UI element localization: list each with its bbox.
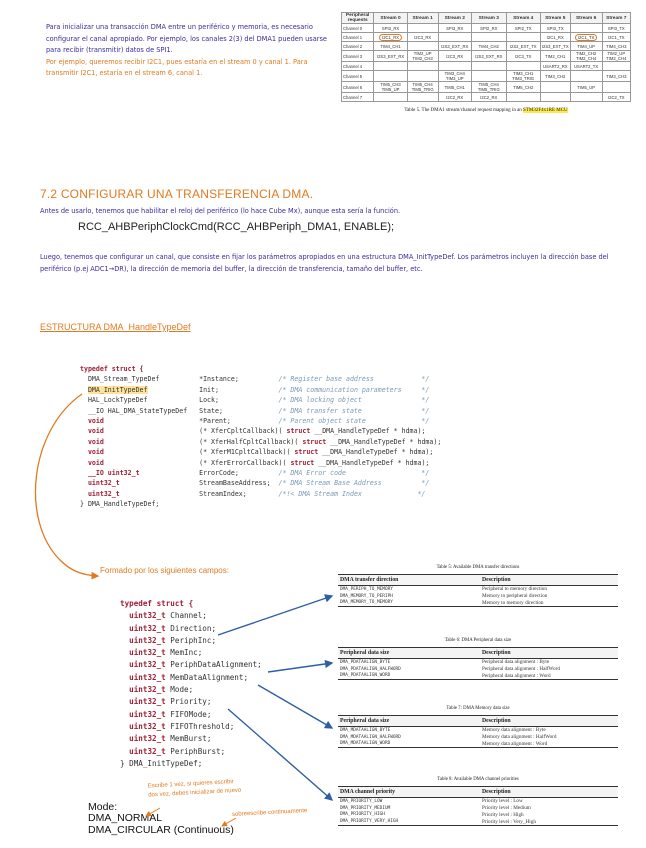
formed-by-text: Formado por los siguientes campos: (100, 566, 229, 575)
stream-table-cell (506, 33, 540, 42)
description-cell: Priority level : Low (482, 798, 523, 805)
priority-table-header (338, 787, 618, 798)
stream-table-cell: TIM2_CH2 TIM2_CH4 (570, 51, 602, 62)
stream-table-cell: I2C2_RX (471, 93, 506, 102)
stream-table-cell: TIM5_UP (570, 82, 602, 93)
stream-table-cell (407, 62, 438, 71)
stream-table-cell (471, 33, 506, 42)
table-row (338, 666, 618, 673)
stream-header-cell: Stream 7 (602, 13, 630, 24)
stream-table-cell: TIM4_CH2 (471, 42, 506, 51)
stream-table-cell: TIM4_UP (570, 42, 602, 51)
mode-circular-note: sobreescribe continuamente (231, 808, 308, 818)
stream-table-cell (570, 24, 602, 33)
stream-table-cell (602, 82, 630, 93)
direction-table (338, 565, 618, 607)
caption-prefix: Table 5. The DMA1 stream/channel request mapping in an (404, 108, 524, 113)
mode-normal: DMA_NORMAL (88, 812, 163, 825)
stream-table-cell: I2C2_RX (438, 93, 471, 102)
channel-config-text: Luego, tenemos que configurar un canal, que consiste en fijar los parámetros apropiados en una estructura DMA_InitTypeDef. Los parámetros incluyen la dirección base del periférico (p.ej ADC1→DR), la dirección de memoria del buffer, la dirección de transferencia, tamaño del buffer, etc. (40, 253, 609, 273)
handle-typedef-block: typedef struct { DMA_Stream_TypeDef *Instance; /* Register base address */ DMA_InitTypeDef Init; /* DMA communication parameters */ HAL_LockTypeDef Lock; /* DMA locking object */ __IO HAL_DMA_StateTypeDef State; /* DMA transfer state */ void *Parent; /* Parent object state */ void (* XferCpltCallback)( struct __DMA_HandleTypeDef * hdma); void (* XferHalfCpltCallback)( struct __DMA_HandleTypeDef * hdma); void (* XferM1CpltCallback)( struct __DMA_HandleTypeDef * hdma); void (* XferErrorCallback)( struct __DMA_HandleTypeDef * hdma); __IO uint32_t ErrorCode; /* DMA Error code */ uint32_t StreamBaseAddress; /* DMA Stream Base Address */ uint32_t StreamIndex; /*!< DMA Stream Index */ } DMA_HandleTypeDef; (80, 365, 442, 509)
description-cell: Peripheral to memory direction (482, 586, 547, 593)
constant-cell: DMA_PDATAALIGN_BYTE (340, 659, 391, 665)
constant-cell: DMA_PRIORITY_VERY_HIGH (338, 818, 480, 825)
stream-table-cell (438, 62, 471, 71)
priority-table-caption: Table 8: Available DMA channel priorities (437, 777, 519, 782)
stream-table-caption (341, 108, 631, 113)
struct-heading: ESTRUCTURA DMA_HandleTypeDef (40, 322, 191, 332)
stream-table-cell: TIM5_CH2 (506, 82, 540, 93)
handle-open: typedef struct { (80, 365, 144, 373)
stream-table-cell: Channel 7 (342, 93, 374, 102)
stream-header-cell: Stream 5 (540, 13, 570, 24)
stream-table-row (342, 82, 631, 93)
stream-table-cell: TIM3_CH2 (540, 71, 570, 82)
init-typedef-block: typedef struct { uint32_t Channel; uint32_t Direction; uint32_t PeriphInc; uint32_t MemInc; uint32_t PeriphDataAlignment; uint32_t MemDataAlignment; uint32_t Mode; uint32_t Priority; uint32_t FIFOMode; uint32_t FIFOThreshold; uint32_t MemBurst; uint32_t PeriphBurst; } DMA_InitTypeDef; (120, 599, 262, 768)
constant-cell: DMA_PRIORITY_MEDIUM (340, 805, 391, 811)
constant-cell: DMA_PDATAALIGN_WORD (338, 673, 480, 680)
stream-table-cell (374, 93, 407, 102)
stream-table (341, 12, 631, 102)
handle-typedef-code (80, 364, 441, 510)
stream-table-cell: Channel 0 (342, 24, 374, 33)
stream-table-cell (570, 71, 602, 82)
stream-table-cell: TIM4_CH3 (602, 42, 630, 51)
description-cell: Peripheral data alignment : Byte (482, 659, 550, 666)
periph-size-table-caption: Table 6: DMA Peripheral data size (444, 638, 512, 643)
description-cell: Memory to memory direction (480, 600, 618, 607)
stream-table-cell: Channel 1 (342, 33, 374, 42)
memory-size-table (338, 706, 618, 748)
section-title: 7.2 CONFIGURAR UNA TRANSFERENCIA DMA. (40, 187, 314, 201)
stream-table-cell (407, 24, 438, 33)
stream-table-row (342, 62, 631, 71)
description-cell: Peripheral data alignment : Word (480, 673, 618, 680)
stream-table-row (342, 42, 631, 51)
mode-label: Mode: (88, 801, 118, 813)
stream-table-cell (374, 62, 407, 71)
stream-header-cell: Peripheral requests (342, 13, 374, 24)
mode-normal-note: Escribe 1 vez, si quieres escribir dos vez, debes inicializar de nuevo (147, 779, 242, 799)
before-text: Antes de usarlo, tenemos que habilitar el reloj del periférico (lo hace Cube Mx), aunque esta sería la función. (40, 207, 401, 215)
intro-notes (46, 22, 338, 80)
direction-table-body (338, 586, 618, 607)
stream-table-cell: TIM5_CH3 TIM5_UP (374, 82, 407, 93)
constant-cell: DMA_PRIORITY_LOW (340, 798, 383, 804)
stream-table-cell (506, 62, 540, 71)
circled-cell-value: I2C1_RX (379, 34, 402, 41)
table-row (338, 741, 618, 748)
table-row (338, 673, 618, 680)
init-close: } DMA_InitTypeDef; (120, 758, 203, 768)
stream-table-cell (438, 33, 471, 42)
constant-cell: DMA_MEMORY_TO_MEMORY (338, 600, 480, 607)
mem-align-arrow (258, 685, 332, 728)
stream-table-cell: TIM5_CH1 (438, 82, 471, 93)
table-row (338, 818, 618, 825)
caption-highlight: STM32F4x1RE MCU (523, 108, 568, 113)
stream-header-cell: Stream 1 (407, 13, 438, 24)
header-cell: Description (480, 787, 618, 798)
stream-table-cell: SPI3_TX (540, 24, 570, 33)
stream-header-cell: Stream 3 (471, 13, 506, 24)
stream-table-cell: TIM3_CH1 TIM3_TRIG (506, 71, 540, 82)
stream-table-cell (540, 82, 570, 93)
stream-table-cell: USART2_TX (570, 62, 602, 71)
periph-size-table-body (338, 659, 618, 680)
stream-table-cell (506, 93, 540, 102)
stream-table-cell (471, 62, 506, 71)
mode-circular: DMA_CIRCULAR (Continuous) (88, 823, 234, 836)
handle-close: } DMA_HandleTypeDef; (80, 500, 160, 509)
stream-header-cell: Stream 6 (570, 13, 602, 24)
stream-table-cell (570, 33, 602, 42)
stream-table-cell (471, 71, 506, 82)
stream-table-cell (602, 62, 630, 71)
periph-size-table (338, 638, 618, 680)
stream-table-cell: TIM4_CH1 (374, 42, 407, 51)
header-cell: DMA channel priority (338, 787, 480, 798)
table-row (338, 659, 618, 666)
stream-table-cell: Channel 3 (342, 51, 374, 62)
stream-header-cell: Stream 2 (438, 13, 471, 24)
stream-table-cell (540, 93, 570, 102)
description-cell: Priority level : High (482, 811, 524, 818)
stream-table-row (342, 93, 631, 102)
stream-table-body (342, 24, 631, 102)
periph-align-arrow (268, 663, 332, 672)
stream-table-cell: I2C1_RX (540, 33, 570, 42)
description-cell: Memory data alignment : HalfWord (482, 734, 557, 741)
stream-table-cell: Channel 4 (342, 62, 374, 71)
stream-table-cell: Channel 6 (342, 82, 374, 93)
table-row (338, 798, 618, 805)
description-cell: Priority level : Medium (482, 805, 531, 812)
constant-cell: DMA_PERIPH_TO_MEMORY (340, 586, 393, 592)
constant-cell: DMA_MEMORY_TO_PERIPH (340, 593, 393, 599)
table-row (338, 586, 618, 593)
header-cell: DMA transfer direction (338, 575, 480, 586)
stream-table-cell: I2S2_EXT_RX (471, 51, 506, 62)
stream-table-cell: TIM5_CH4 TIM5_TRIG (471, 82, 506, 93)
stream-table-cell: TIM2_UP TIM2_CH4 (602, 51, 630, 62)
stream-table-cell: TIM3_CH4 TIM3_UP (438, 71, 471, 82)
stream-table-cell: USART2_RX (540, 62, 570, 71)
stream-table-header (342, 13, 631, 24)
stream-table-cell: TIM3_CH3 (602, 71, 630, 82)
stream-table-cell: Channel 5 (342, 71, 374, 82)
constant-cell: DMA_MDATAALIGN_BYTE (340, 727, 391, 733)
table-row (338, 812, 618, 819)
description-cell: Memory to peripheral direction (482, 593, 548, 600)
stream-table-cell: I2S2_EXT_TX (506, 42, 540, 51)
stream-table-cell: I2C3_RX (438, 51, 471, 62)
header-cell: Peripheral data size (338, 716, 480, 727)
stream-table-cell: SPI3_RX (438, 24, 471, 33)
circled-cell-value: I2C1_TX (575, 34, 598, 41)
description-cell: Memory data alignment : Byte (482, 727, 546, 734)
stream-table-cell (374, 33, 407, 42)
description-cell: Peripheral data alignment : HalfWord (482, 666, 560, 673)
stream-table-cell: TIM5_CH4 TIM5_TRIG (407, 82, 438, 93)
stream-table-cell (374, 71, 407, 82)
priority-table-body (338, 798, 618, 826)
init-typedef-code (120, 598, 262, 770)
table-row (338, 734, 618, 741)
header-cell: Description (480, 716, 618, 727)
intro-example: Por ejemplo, queremos recibir I2C1, pues estaría en el stream 0 y canal 1. Para transmitir I2C1, estaría en el stream 6, canal 1. (46, 57, 308, 78)
stream-header-cell: Stream 0 (374, 13, 407, 24)
stream-table-cell (570, 93, 602, 102)
constant-cell: DMA_PRIORITY_HIGH (340, 812, 385, 818)
periph-size-table-header (338, 648, 618, 659)
init-open: typedef struct { (120, 599, 194, 608)
direction-table-header (338, 575, 618, 586)
stream-table-cell (407, 71, 438, 82)
stream-table-row (342, 33, 631, 42)
stream-table-cell: I2C1_TX (602, 33, 630, 42)
constant-cell: DMA_MDATAALIGN_HALFWORD (340, 734, 401, 740)
table-row (338, 593, 618, 600)
direction-table-caption: Table 5: Available DMA transfer directions (436, 565, 520, 570)
stream-table-cell: I2S3_EXT_RX (438, 42, 471, 51)
stream-table-cell: TIM2_UP TIM2_CH3 (407, 51, 438, 62)
stream-table-cell (407, 42, 438, 51)
stream-table-cell: SPI2_RX (471, 24, 506, 33)
mode-block (88, 802, 234, 836)
stream-table-cell: I2C2_TX (602, 93, 630, 102)
description-cell: Priority level : Very_High (480, 818, 618, 825)
stream-table-cell: Channel 2 (342, 42, 374, 51)
memory-size-table-body (338, 727, 618, 748)
memory-size-table-header (338, 716, 618, 727)
intro-text: Para inicializar una transacción DMA entre un periférico y memoria, es necesario configurar el canal apropiado. Por ejemplo, los canales 2(3) del DMA1 pueden usarse para recibir (transmitir) datos de SPI1. (46, 23, 327, 55)
stream-table-cell: I2C3_RX (407, 33, 438, 42)
table-row (338, 600, 618, 607)
stream-table-row (342, 24, 631, 33)
constant-cell: DMA_PDATAALIGN_HALFWORD (340, 666, 401, 672)
constant-cell: DMA_MDATAALIGN_WORD (338, 741, 480, 748)
header-cell: Peripheral data size (338, 648, 480, 659)
priority-table (338, 777, 618, 826)
stream-table-cell: I2C3_TX (506, 51, 540, 62)
stream-table-cell: SPI3_RX (374, 24, 407, 33)
stream-table-row (342, 71, 631, 82)
stream-table-cell: TIM2_CH1 (540, 51, 570, 62)
stream-table-row (342, 51, 631, 62)
stream-table-cell: SPI3_TX (602, 24, 630, 33)
table-row (338, 805, 618, 812)
stream-table-cell: I2S3_EXT_TX (541, 43, 569, 49)
table-row (338, 727, 618, 734)
stream-table-cell (407, 93, 438, 102)
clock-enable-code: RCC_AHBPeriphClockCmd(RCC_AHBPeriph_DMA1, ENABLE); (78, 221, 395, 233)
stream-header-cell: Stream 4 (506, 13, 540, 24)
stream-table-cell: SPI2_TX (506, 24, 540, 33)
stream-table-cell: I2S3_EXT_RX (374, 51, 407, 62)
header-cell: Description (480, 648, 618, 659)
header-cell: Description (480, 575, 618, 586)
stream-mapping-table (341, 12, 631, 113)
description-cell: Memory data alignment : Word (480, 741, 618, 748)
memory-size-table-caption: Table 7: DMA Memory data size (446, 706, 510, 711)
